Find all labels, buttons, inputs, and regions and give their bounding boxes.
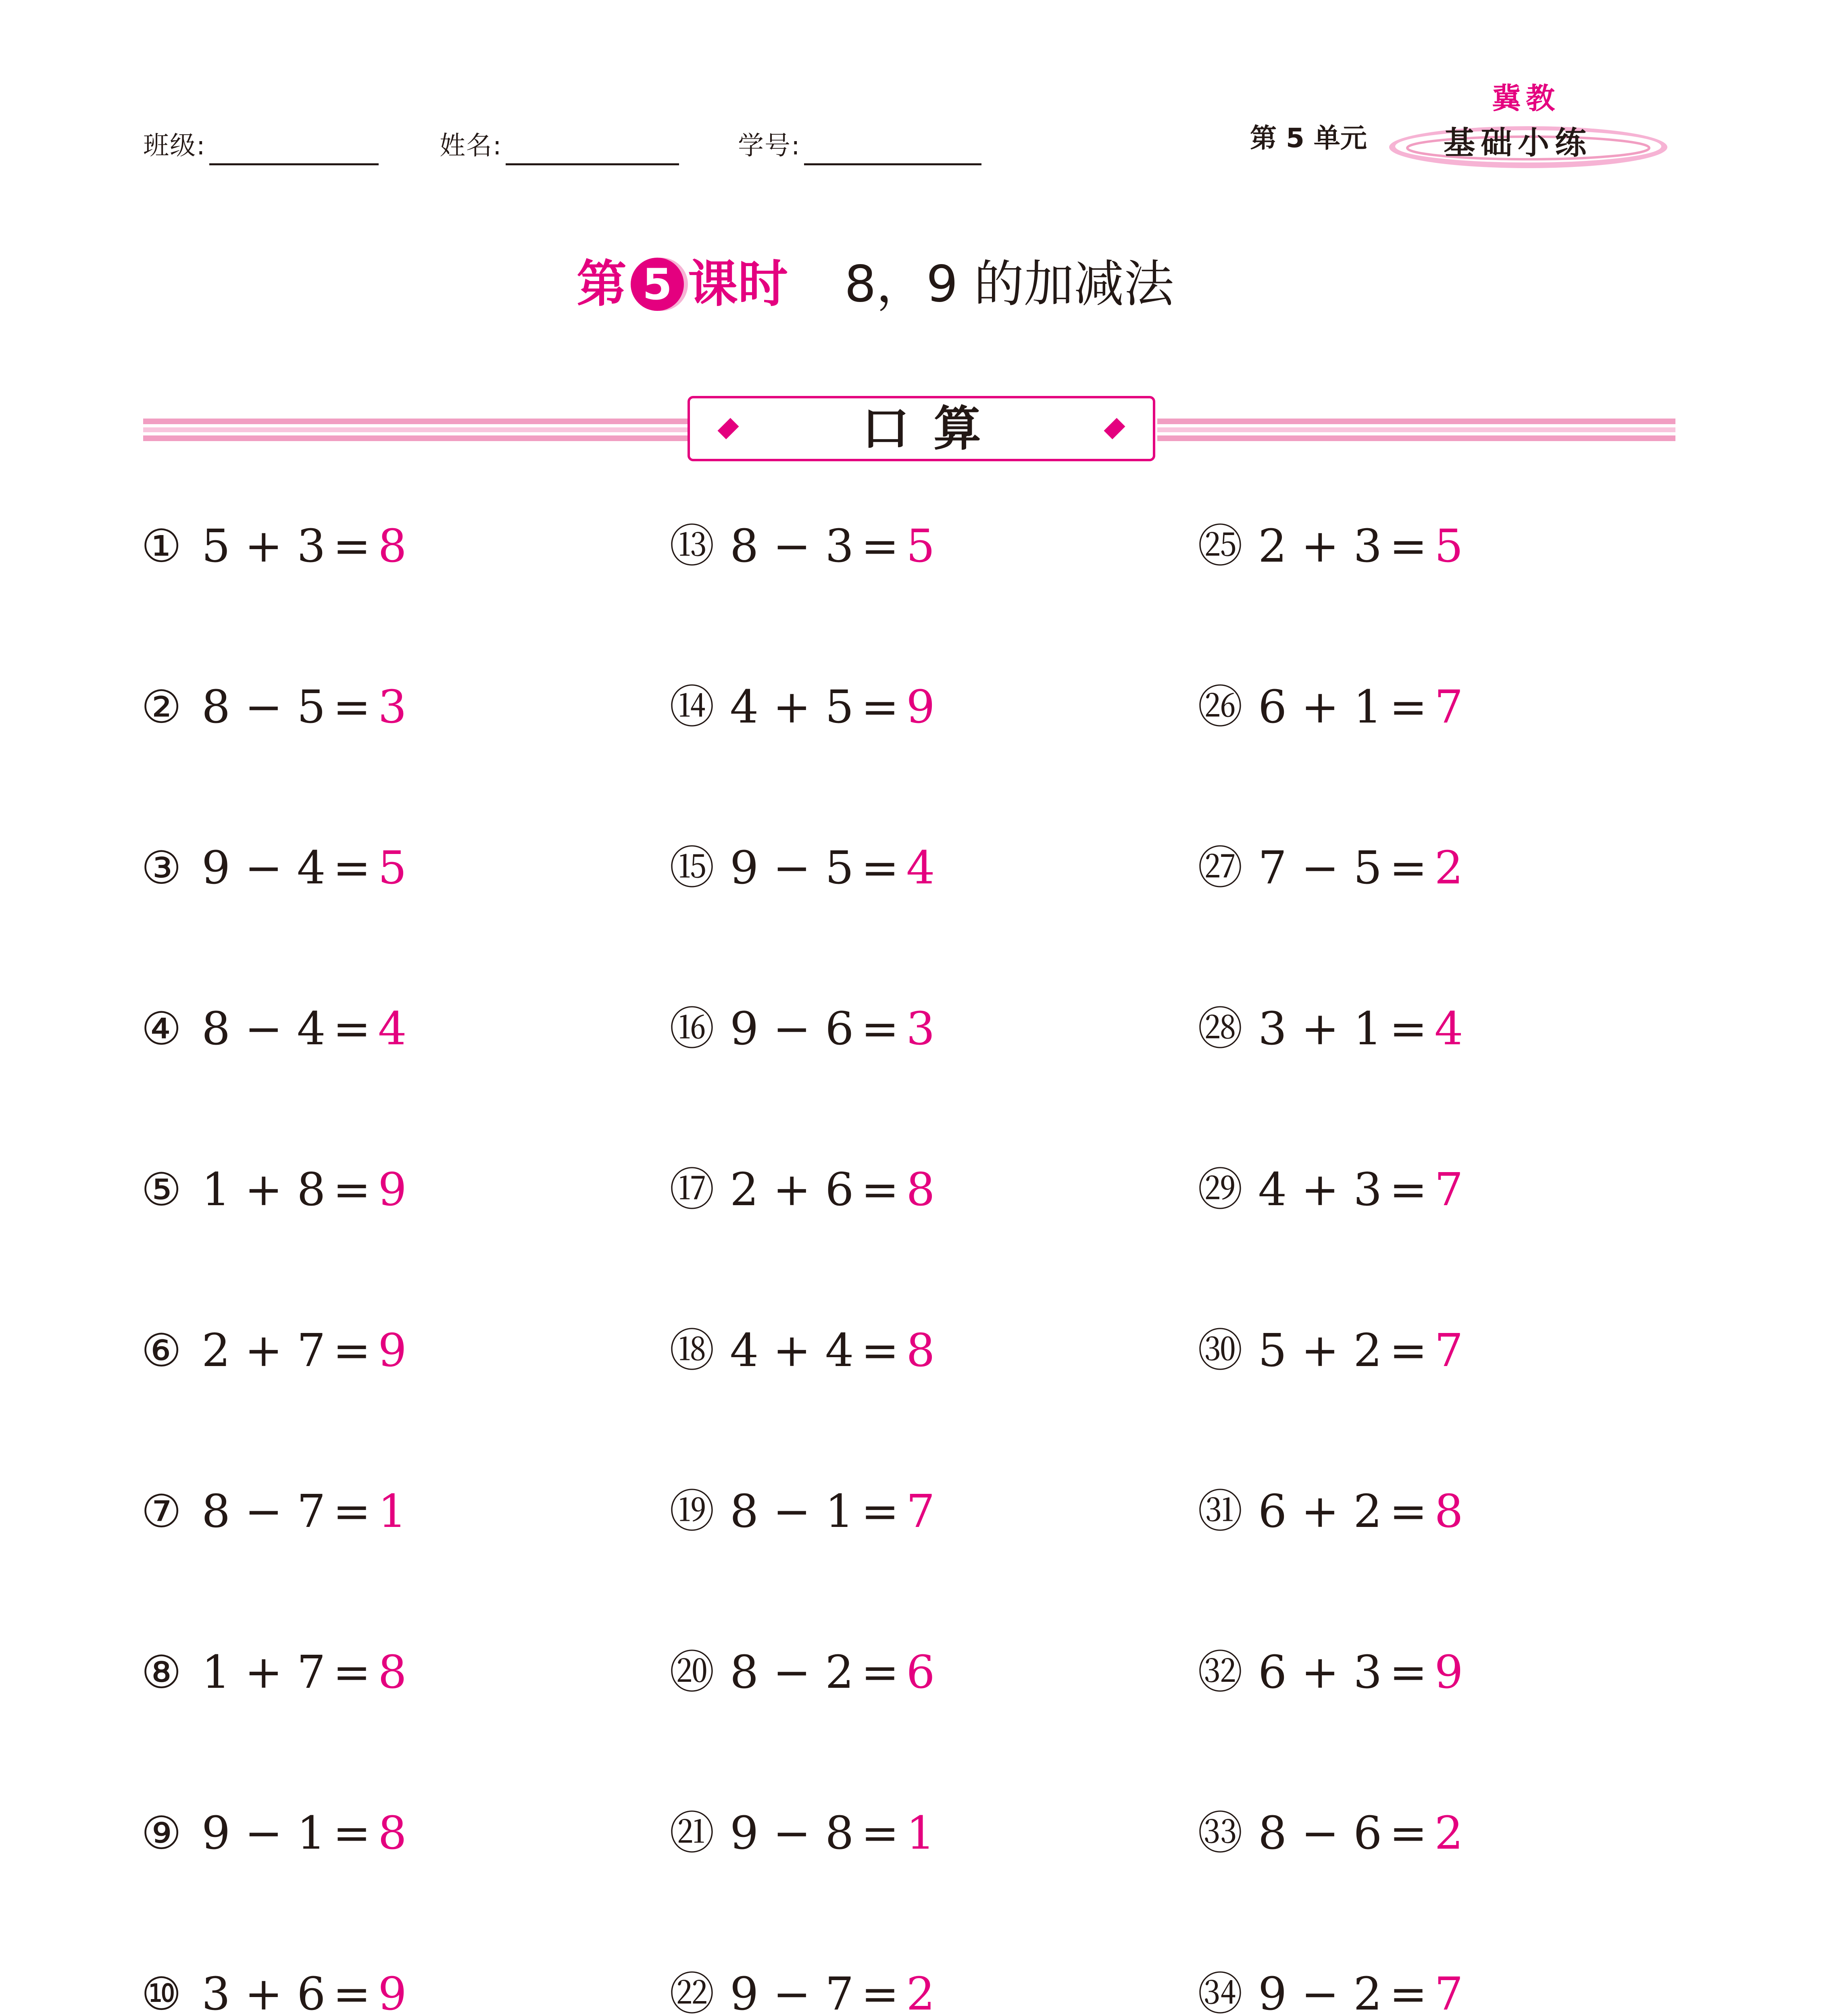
problem-answer: 7 xyxy=(906,1485,935,1538)
problem-item: ㉘ 3 + 1 = 4 xyxy=(1198,1003,1463,1055)
problem-item: ㉗ 7 − 5 = 2 xyxy=(1198,842,1463,894)
problem-answer: 8 xyxy=(378,1807,407,1860)
problem-item: ㉙ 4 + 3 = 7 xyxy=(1198,1164,1463,1216)
problem-answer: 7 xyxy=(1434,1164,1463,1216)
problem-item: ㉜ 6 + 3 = 9 xyxy=(1198,1646,1463,1699)
student-number-field xyxy=(738,121,981,165)
problem-expression: 8 − 4 xyxy=(202,1003,326,1055)
problem-item: ㉛ 6 + 2 = 8 xyxy=(1198,1485,1463,1538)
problem-answer: 9 xyxy=(378,1325,407,1377)
section-rule-left xyxy=(143,419,692,441)
problem-expression: 2 + 7 xyxy=(202,1325,326,1377)
student-number-blank[interactable] xyxy=(804,131,981,165)
problem-answer: 4 xyxy=(1434,1003,1463,1055)
problem-expression: 9 − 8 xyxy=(730,1807,854,1860)
student-number-label: 学号: xyxy=(738,131,801,161)
problem-item: ㉕ 2 + 3 = 5 xyxy=(1198,520,1463,573)
name-label: 姓名: xyxy=(440,131,502,161)
problem-column-2 xyxy=(669,520,1133,2016)
problem-answer: 8 xyxy=(1434,1485,1463,1538)
problem-column-1 xyxy=(141,520,605,2016)
problem-item: ① 5 + 3 = 8 xyxy=(141,520,407,573)
problem-item: ⑦ 8 − 7 = 1 xyxy=(141,1485,407,1538)
class-field xyxy=(143,121,379,165)
problem-number: ㉚ xyxy=(1198,1325,1243,1377)
unit-label: 第 5 单元 xyxy=(1250,123,1367,154)
problem-expression: 8 − 3 xyxy=(730,520,854,573)
problem-item: ⑧ 1 + 7 = 8 xyxy=(141,1646,407,1699)
problem-number: ㉞ xyxy=(1198,1968,1243,2016)
problem-item: ② 8 − 5 = 3 xyxy=(141,681,407,733)
problem-number: ⑨ xyxy=(141,1807,182,1860)
problem-number: ㉛ xyxy=(1198,1485,1243,1538)
problem-answer: 1 xyxy=(378,1485,407,1538)
problem-expression: 2 + 3 xyxy=(1258,520,1382,573)
problem-number: ㉜ xyxy=(1198,1646,1243,1699)
problem-expression: 3 + 1 xyxy=(1258,1003,1382,1055)
problem-expression: 9 − 5 xyxy=(730,842,854,894)
problem-answer: 9 xyxy=(906,681,935,733)
problem-answer: 1 xyxy=(906,1807,935,1860)
problem-expression: 7 − 5 xyxy=(1258,842,1382,894)
problem-answer: 5 xyxy=(1434,520,1463,573)
diamond-icon xyxy=(1104,418,1125,439)
problem-expression: 4 + 4 xyxy=(730,1325,854,1377)
problem-answer: 3 xyxy=(906,1003,935,1055)
problem-expression: 6 + 3 xyxy=(1258,1646,1382,1699)
problem-answer: 9 xyxy=(378,1164,407,1216)
problem-number: ⑩ xyxy=(141,1968,182,2016)
problem-answer: 7 xyxy=(1434,1968,1463,2016)
problem-item: ㉖ 6 + 1 = 7 xyxy=(1198,681,1463,733)
problem-answer: 5 xyxy=(378,842,407,894)
problem-number: ④ xyxy=(141,1003,182,1055)
problem-number: ⑤ xyxy=(141,1164,182,1216)
problem-expression: 3 + 6 xyxy=(202,1968,326,2016)
problem-expression: 2 + 6 xyxy=(730,1164,854,1216)
class-label: 班级: xyxy=(143,131,206,161)
problem-answer: 4 xyxy=(378,1003,407,1055)
problem-number: ⑮ xyxy=(669,842,715,894)
problem-answer: 8 xyxy=(378,520,407,573)
problem-expression: 5 + 2 xyxy=(1258,1325,1382,1377)
problem-answer: 4 xyxy=(906,842,935,894)
publisher-label: 冀教 xyxy=(1492,81,1560,115)
problem-number: ⑥ xyxy=(141,1325,182,1377)
problem-number: ⑳ xyxy=(669,1646,715,1699)
problem-expression: 8 − 1 xyxy=(730,1485,854,1538)
problem-answer: 8 xyxy=(906,1325,935,1377)
problem-number: ① xyxy=(141,520,182,573)
problem-number: ㉑ xyxy=(669,1807,715,1860)
problem-item: ④ 8 − 4 = 4 xyxy=(141,1003,407,1055)
problem-item: ⑬ 8 − 3 = 5 xyxy=(669,520,935,573)
problem-answer: 2 xyxy=(906,1968,935,2016)
problem-answer: 9 xyxy=(378,1968,407,2016)
problem-answer: 2 xyxy=(1434,1807,1463,1860)
problem-expression: 8 − 6 xyxy=(1258,1807,1382,1860)
problem-number: ⑦ xyxy=(141,1485,182,1538)
title-di: 第 xyxy=(577,255,627,313)
problem-answer: 3 xyxy=(378,681,407,733)
name-field xyxy=(440,121,679,165)
lesson-number-badge: 5 xyxy=(631,258,684,311)
problem-answer: 5 xyxy=(906,520,935,573)
problem-answer: 9 xyxy=(1434,1646,1463,1699)
problem-answer: 8 xyxy=(378,1646,407,1699)
problem-answer: 6 xyxy=(906,1646,935,1699)
problem-number: ③ xyxy=(141,842,182,894)
problem-item: ⑮ 9 − 5 = 4 xyxy=(669,842,935,894)
diamond-icon xyxy=(717,418,739,439)
name-blank[interactable] xyxy=(506,131,679,165)
problem-number: ㉘ xyxy=(1198,1003,1243,1055)
page-title xyxy=(577,254,1174,314)
problem-expression: 1 + 7 xyxy=(202,1646,326,1699)
problem-number: ㉖ xyxy=(1198,681,1243,733)
problem-expression: 9 − 1 xyxy=(202,1807,326,1860)
problem-item: ㉞ 9 − 2 = 7 xyxy=(1198,1968,1661,2016)
section-title: 口算 xyxy=(861,401,1005,456)
title-keshi: 课时 xyxy=(688,255,788,313)
problem-item: ⑰ 2 + 6 = 8 xyxy=(669,1164,935,1216)
problem-number: ⑯ xyxy=(669,1003,715,1055)
problem-expression: 1 + 8 xyxy=(202,1164,326,1216)
problem-number: ㉒ xyxy=(669,1968,715,2016)
problem-expression: 9 − 6 xyxy=(730,1003,854,1055)
problem-expression: 9 − 7 xyxy=(730,1968,854,2016)
problem-expression: 9 − 2 xyxy=(1258,1968,1382,2016)
problem-expression: 4 + 3 xyxy=(1258,1164,1382,1216)
problem-answer: 7 xyxy=(1434,1325,1463,1377)
problem-item: ㉝ 8 − 6 = 2 xyxy=(1198,1807,1463,1860)
problem-item: ③ 9 − 4 = 5 xyxy=(141,842,407,894)
problem-item: ㉚ 5 + 2 = 7 xyxy=(1198,1325,1463,1377)
problem-expression: 9 − 4 xyxy=(202,842,326,894)
problem-number: ㉝ xyxy=(1198,1807,1243,1860)
problem-item: ⑭ 4 + 5 = 9 xyxy=(669,681,935,733)
problem-number: ② xyxy=(141,681,182,733)
problem-expression: 4 + 5 xyxy=(730,681,854,733)
problem-number: ⑱ xyxy=(669,1325,715,1377)
problem-number: ⑰ xyxy=(669,1164,715,1216)
problem-number: ㉕ xyxy=(1198,520,1243,573)
problem-expression: 6 + 2 xyxy=(1258,1485,1382,1538)
problem-number: ㉗ xyxy=(1198,842,1243,894)
section-header xyxy=(688,396,1155,461)
problem-number: ⑭ xyxy=(669,681,715,733)
problem-item: ⑲ 8 − 1 = 7 xyxy=(669,1485,935,1538)
lesson-topic: 8，9 的加减法 xyxy=(844,255,1174,313)
problem-expression: 8 − 5 xyxy=(202,681,326,733)
class-blank[interactable] xyxy=(209,131,379,165)
problem-expression: 6 + 1 xyxy=(1258,681,1382,733)
problem-item: ⑨ 9 − 1 = 8 xyxy=(141,1807,407,1860)
problem-expression: 8 − 7 xyxy=(202,1485,326,1538)
problem-item: ㉒ 9 − 7 = 2 xyxy=(669,1968,1133,2016)
problem-number: ⑧ xyxy=(141,1646,182,1699)
section-rule-right xyxy=(1157,419,1675,441)
problem-item: ⑩ 3 + 6 = 9 xyxy=(141,1968,605,2016)
series-label: 基础小练 xyxy=(1444,125,1592,161)
problem-expression: 5 + 3 xyxy=(202,520,326,573)
problem-item: ⑱ 4 + 4 = 8 xyxy=(669,1325,935,1377)
problem-item: ⑤ 1 + 8 = 9 xyxy=(141,1164,407,1216)
problem-number: ㉙ xyxy=(1198,1164,1243,1216)
problem-number: ⑲ xyxy=(669,1485,715,1538)
problem-answer: 2 xyxy=(1434,842,1463,894)
problem-expression: 8 − 2 xyxy=(730,1646,854,1699)
problem-item: ⑥ 2 + 7 = 9 xyxy=(141,1325,407,1377)
problem-item: ㉑ 9 − 8 = 1 xyxy=(669,1807,935,1860)
problem-column-3 xyxy=(1198,520,1661,2016)
problem-item: ⑯ 9 − 6 = 3 xyxy=(669,1003,935,1055)
problem-answer: 8 xyxy=(906,1164,935,1216)
problem-item: ⑳ 8 − 2 = 6 xyxy=(669,1646,935,1699)
problem-answer: 7 xyxy=(1434,681,1463,733)
problem-number: ⑬ xyxy=(669,520,715,573)
